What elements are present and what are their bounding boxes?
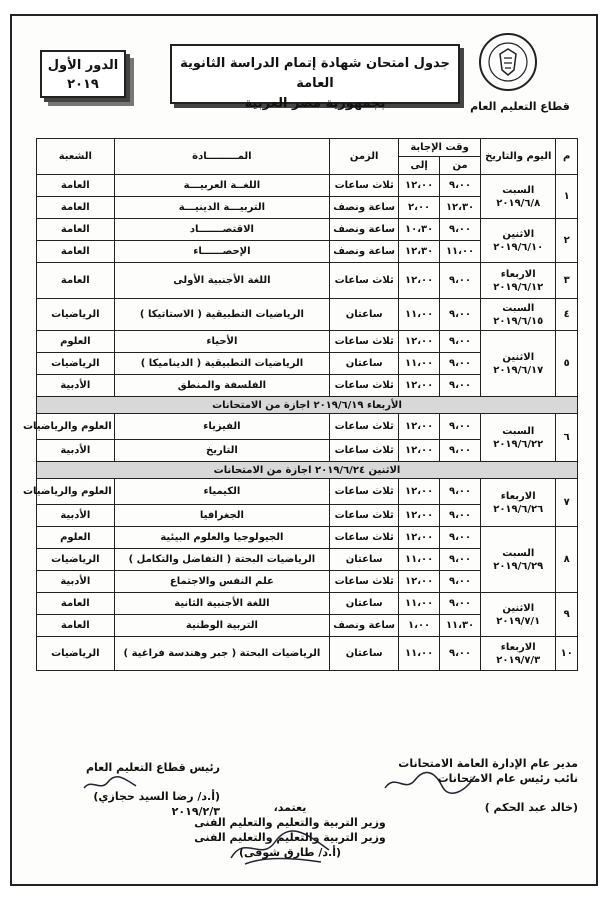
session-year: ٢٠١٩ bbox=[67, 77, 99, 92]
time-to: ١،٠٠ bbox=[399, 615, 440, 637]
subject: الأحياء bbox=[114, 331, 330, 353]
day-date: ٢٠١٩/٦/١٥ bbox=[493, 315, 544, 327]
table-row bbox=[37, 299, 578, 331]
time-from: ١١،٠٠ bbox=[440, 241, 481, 263]
day-name: الاثنين bbox=[502, 351, 535, 363]
day-date: ٢٠١٩/٧/٣ bbox=[496, 654, 541, 666]
branch: العلوم bbox=[37, 331, 115, 353]
day-cell bbox=[481, 175, 556, 219]
branch: العامة bbox=[37, 263, 115, 299]
time-from: ٩،٠٠ bbox=[440, 263, 481, 299]
header-num: م bbox=[556, 139, 578, 175]
time-from: ٩،٠٠ bbox=[440, 505, 481, 527]
branch: الرياضيات bbox=[37, 637, 115, 671]
day-num: ٦ bbox=[556, 414, 578, 462]
table-row bbox=[37, 637, 578, 671]
header-from: من bbox=[440, 157, 481, 175]
deputy-title: نائب رئيس عام الامتحانات bbox=[437, 772, 578, 785]
day-num: ٥ bbox=[556, 331, 578, 397]
duration: ساعتان bbox=[330, 593, 399, 615]
branch: الأدبية bbox=[37, 375, 115, 397]
duration: ساعة ونصف bbox=[330, 615, 399, 637]
time-to: ١٢،٠٠ bbox=[399, 175, 440, 197]
day-date: ٢٠١٩/٦/٨ bbox=[496, 197, 541, 209]
duration: ثلاث ساعات bbox=[330, 527, 399, 549]
time-to: ١١،٠٠ bbox=[399, 549, 440, 571]
duration: ساعة ونصف bbox=[330, 241, 399, 263]
branch: العامة bbox=[37, 197, 115, 219]
time-to: ١١،٠٠ bbox=[399, 299, 440, 331]
day-cell bbox=[481, 479, 556, 527]
branch: الأدبية bbox=[37, 571, 115, 593]
holiday-note: الاثنين ٢٠١٩/٦/٢٤ اجازة من الامتحانات bbox=[37, 462, 578, 479]
time-from: ١١،٣٠ bbox=[440, 615, 481, 637]
time-from: ٩،٠٠ bbox=[440, 414, 481, 440]
subject: الرياضيات التطبيقية ( الديناميكا ) bbox=[114, 353, 330, 375]
header-subject: المـــــــــادة bbox=[114, 139, 330, 175]
branch: الأدبية bbox=[37, 440, 115, 462]
subject: اللغة الأجنبية الثانية bbox=[114, 593, 330, 615]
signature-scribble-icon bbox=[380, 768, 480, 798]
holiday-note: الأربعاء ٢٠١٩/٦/١٩ اجازة من الامتحانات bbox=[37, 397, 578, 414]
duration: ساعة ونصف bbox=[330, 219, 399, 241]
branch: العامة bbox=[37, 241, 115, 263]
branch: الرياضيات bbox=[37, 299, 115, 331]
day-cell bbox=[481, 637, 556, 671]
day-name: السبت bbox=[502, 425, 535, 437]
subject: علم النفس والاجتماع bbox=[114, 571, 330, 593]
time-to: ١٢،٠٠ bbox=[399, 263, 440, 299]
time-from: ٩،٠٠ bbox=[440, 219, 481, 241]
time-from: ٩،٠٠ bbox=[440, 527, 481, 549]
header-answer-time: وقت الإجابة bbox=[399, 139, 481, 157]
duration: ثلاث ساعات bbox=[330, 571, 399, 593]
branch: الرياضيات bbox=[37, 549, 115, 571]
branch: العامة bbox=[37, 219, 115, 241]
header-day: اليوم والتاريخ bbox=[481, 139, 556, 175]
signature-scribble-icon bbox=[225, 828, 335, 868]
duration: ساعتان bbox=[330, 353, 399, 375]
time-to: ١٢،٠٠ bbox=[399, 440, 440, 462]
subject: الاقتصـــــــاد bbox=[114, 219, 330, 241]
branch: الأدبية bbox=[37, 505, 115, 527]
sector-head-name: (أ.د/ رضا السيد حجازي) bbox=[93, 790, 220, 803]
time-to: ١٢،٠٠ bbox=[399, 571, 440, 593]
duration: ثلاث ساعات bbox=[330, 175, 399, 197]
duration: ساعتان bbox=[330, 299, 399, 331]
day-num: ٧ bbox=[556, 479, 578, 527]
branch: العلوم bbox=[37, 527, 115, 549]
time-from: ٩،٠٠ bbox=[440, 571, 481, 593]
signature-scribble-icon bbox=[80, 774, 140, 794]
minister-title-line2: وزير التربية والتعليم والتعليم الفنى bbox=[194, 831, 386, 844]
approval-label: يعتمد، bbox=[273, 801, 307, 814]
duration: ثلاث ساعات bbox=[330, 414, 399, 440]
table-row bbox=[37, 527, 578, 549]
time-to: ١٢،٠٠ bbox=[399, 375, 440, 397]
day-name: الاربعاء bbox=[500, 268, 536, 280]
day-cell bbox=[481, 219, 556, 263]
subject: الرياضيات التطبيقية ( الاستاتيكا ) bbox=[114, 299, 330, 331]
subject: التربية الوطنية bbox=[114, 615, 330, 637]
time-to: ١٠،٣٠ bbox=[399, 219, 440, 241]
time-to: ١١،٠٠ bbox=[399, 353, 440, 375]
day-num: ٨ bbox=[556, 527, 578, 593]
duration: ثلاث ساعات bbox=[330, 505, 399, 527]
duration: ساعة ونصف bbox=[330, 197, 399, 219]
subject: الرياضيات البحتة ( التفاضل والتكامل ) bbox=[114, 549, 330, 571]
day-date: ٢٠١٩/٦/١٢ bbox=[493, 281, 544, 293]
subject: اللغة الأجنبية الأولى bbox=[114, 263, 330, 299]
day-date: ٢٠١٩/٦/١٠ bbox=[493, 241, 544, 253]
duration: ثلاث ساعات bbox=[330, 440, 399, 462]
time-from: ٩،٠٠ bbox=[440, 375, 481, 397]
subject: الرياضيات البحتة ( جبر وهندسة فراغية ) bbox=[114, 637, 330, 671]
day-num: ١ bbox=[556, 175, 578, 219]
duration: ثلاث ساعات bbox=[330, 479, 399, 505]
duration: ثلاث ساعات bbox=[330, 331, 399, 353]
day-date: ٢٠١٩/٧/١ bbox=[496, 615, 541, 627]
session-badge bbox=[40, 50, 126, 98]
table-row bbox=[37, 263, 578, 299]
time-to: ١٢،٣٠ bbox=[399, 241, 440, 263]
subject: الفلسفة والمنطق bbox=[114, 375, 330, 397]
day-name: السبت bbox=[502, 302, 535, 314]
header-to: إلى bbox=[399, 157, 440, 175]
day-num: ٣ bbox=[556, 263, 578, 299]
day-name: الاربعاء bbox=[500, 641, 536, 653]
time-from: ٩،٠٠ bbox=[440, 331, 481, 353]
header-branch: الشعبة bbox=[37, 139, 115, 175]
day-cell bbox=[481, 299, 556, 331]
table-row bbox=[37, 414, 578, 440]
document-title bbox=[170, 44, 460, 111]
table-row bbox=[37, 479, 578, 505]
table-header-row bbox=[37, 139, 578, 157]
time-to: ١١،٠٠ bbox=[399, 637, 440, 671]
table-row bbox=[37, 175, 578, 197]
branch: الرياضيات bbox=[37, 353, 115, 375]
subject: الجغرافيا bbox=[114, 505, 330, 527]
day-cell bbox=[481, 593, 556, 637]
time-from: ٩،٠٠ bbox=[440, 479, 481, 505]
day-name: الاربعاء bbox=[500, 490, 536, 502]
time-from: ٩،٠٠ bbox=[440, 637, 481, 671]
holiday-row bbox=[37, 462, 578, 479]
day-name: الاثنين bbox=[502, 602, 535, 614]
day-date: ٢٠١٩/٦/٢٢ bbox=[493, 438, 544, 450]
day-date: ٢٠١٩/٦/١٧ bbox=[493, 364, 544, 376]
time-to: ٢،٠٠ bbox=[399, 197, 440, 219]
director-name: (خالد عبد الحكم ) bbox=[484, 801, 578, 814]
day-cell bbox=[481, 331, 556, 397]
branch: العلوم والرياضيات bbox=[37, 479, 115, 505]
day-num: ٤ bbox=[556, 299, 578, 331]
subject: الكيمياء bbox=[114, 479, 330, 505]
subject: الفيزياء bbox=[114, 414, 330, 440]
minister-title: وزير التربية والتعليم والتعليم الفنى bbox=[194, 816, 386, 829]
day-cell bbox=[481, 263, 556, 299]
duration: ثلاث ساعات bbox=[330, 375, 399, 397]
minister-name: (أ.د/ طارق شوقى) bbox=[238, 846, 342, 859]
title-line-2: بجمهورية مصر العربية bbox=[244, 96, 386, 111]
subject: اللغــة العربيـــة bbox=[114, 175, 330, 197]
duration: ساعتان bbox=[330, 637, 399, 671]
day-num: ٢ bbox=[556, 219, 578, 263]
time-to: ١١،٠٠ bbox=[399, 593, 440, 615]
subject: الإحصــــــاء bbox=[114, 241, 330, 263]
time-from: ٩،٠٠ bbox=[440, 440, 481, 462]
sector-head-date: ٢٠١٩/٢/٣ bbox=[171, 805, 220, 818]
duration: ثلاث ساعات bbox=[330, 263, 399, 299]
subject: التربيـــة الدينيـــة bbox=[114, 197, 330, 219]
time-to: ١٢،٠٠ bbox=[399, 505, 440, 527]
sector-label: قطاع التعليم العام bbox=[470, 100, 570, 113]
title-line-1: جدول امتحان شهادة إتمام الدراسة الثانوية العامة bbox=[180, 56, 450, 91]
table-row bbox=[37, 593, 578, 615]
duration: ساعتان bbox=[330, 549, 399, 571]
day-date: ٢٠١٩/٦/٢٦ bbox=[493, 503, 544, 515]
table-row bbox=[37, 331, 578, 353]
holiday-row bbox=[37, 397, 578, 414]
branch: العلوم والرياضيات bbox=[37, 414, 115, 440]
time-from: ٩،٠٠ bbox=[440, 299, 481, 331]
time-from: ٩،٠٠ bbox=[440, 549, 481, 571]
exam-schedule-table bbox=[22, 138, 578, 671]
time-to: ١٢،٠٠ bbox=[399, 414, 440, 440]
ministry-logo-icon bbox=[478, 32, 538, 92]
day-date: ٢٠١٩/٦/٢٩ bbox=[493, 560, 544, 572]
director-title: مدير عام الإدارة العامة الامتحانات bbox=[398, 757, 578, 770]
day-name: السبت bbox=[502, 184, 535, 196]
session-name: الدور الأول bbox=[47, 58, 119, 73]
time-from: ٩،٠٠ bbox=[440, 593, 481, 615]
time-to: ١٢،٠٠ bbox=[399, 527, 440, 549]
subject: الجيولوجيا والعلوم البيئية bbox=[114, 527, 330, 549]
day-num: ٩ bbox=[556, 593, 578, 637]
subject: التاريخ bbox=[114, 440, 330, 462]
sector-head-title: رئيس قطاع التعليم العام bbox=[85, 761, 220, 774]
branch: العامة bbox=[37, 593, 115, 615]
time-to: ١٢،٠٠ bbox=[399, 331, 440, 353]
day-num: ١٠ bbox=[556, 637, 578, 671]
table-row bbox=[37, 219, 578, 241]
time-to: ١٢،٠٠ bbox=[399, 479, 440, 505]
time-from: ١٢،٣٠ bbox=[440, 197, 481, 219]
time-from: ٩،٠٠ bbox=[440, 175, 481, 197]
day-cell bbox=[481, 527, 556, 593]
time-from: ٩،٠٠ bbox=[440, 353, 481, 375]
day-cell bbox=[481, 414, 556, 462]
branch: العامة bbox=[37, 615, 115, 637]
header-duration: الزمن bbox=[330, 139, 399, 175]
day-name: الاثنين bbox=[502, 228, 535, 240]
branch: العامة bbox=[37, 175, 115, 197]
day-name: السبت bbox=[502, 547, 535, 559]
